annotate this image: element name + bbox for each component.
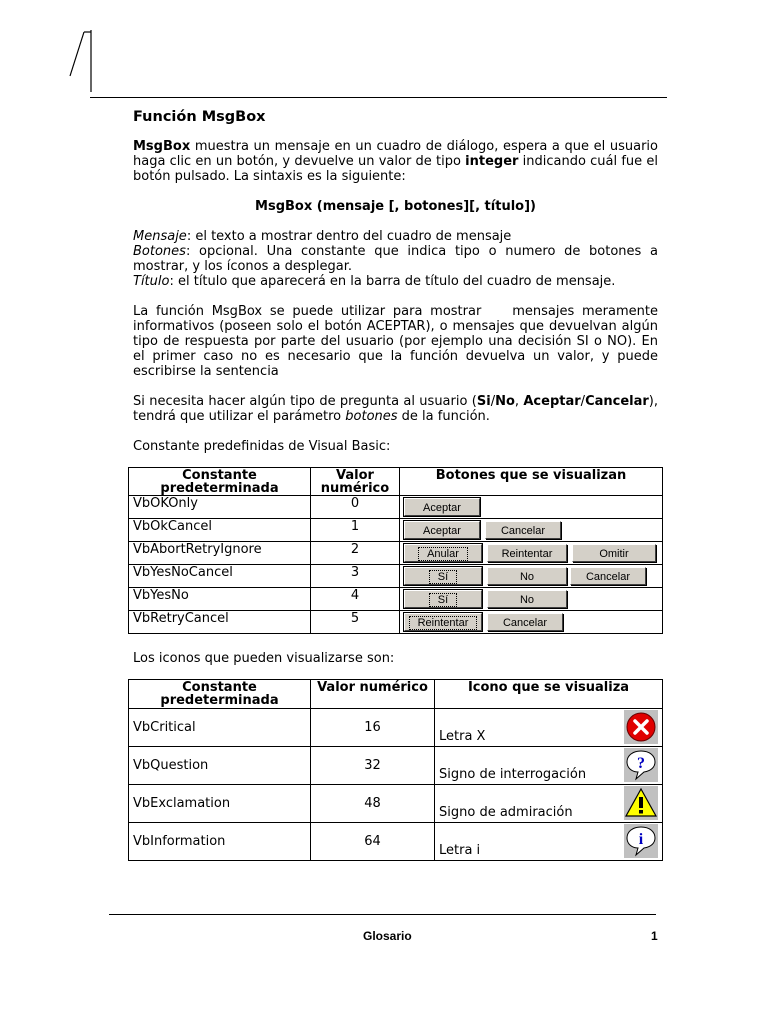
table-header: Constante predeterminada <box>129 680 311 709</box>
cancelar-button[interactable]: Cancelar <box>570 567 646 585</box>
constant-value: 0 <box>311 496 400 519</box>
constant-name: VbOkCancel <box>129 519 311 542</box>
constant-value: 2 <box>311 542 400 565</box>
icons-caption: Los iconos que pueden visualizarse son: <box>133 651 395 666</box>
constant-value: 32 <box>311 747 435 785</box>
constant-value: 1 <box>311 519 400 542</box>
constant-value: 64 <box>311 823 435 861</box>
param-titulo: Título: el título que aparecerá en la barra de título del cuadro de mensaje. <box>133 274 616 289</box>
table-row <box>129 588 663 611</box>
anular-button[interactable]: Anular <box>404 544 482 562</box>
reintentar-button[interactable]: Reintentar <box>487 544 567 562</box>
question-icon <box>624 748 658 782</box>
constant-value: 48 <box>311 785 435 823</box>
constant-name: VbAbortRetryIgnore <box>129 542 311 565</box>
constant-name: VbCritical <box>129 709 311 747</box>
intro-paragraph: MsgBox muestra un mensaje en un cuadro de diálogo, espera a que el usuario haga clic en un botón, y devuelve un valor de tipo integer indicando cuál fue el botón pulsado. La sintaxis es la siguiente: <box>133 139 658 184</box>
footer-rule <box>109 914 656 915</box>
param-botones: Botones: opcional. Una constante que indica tipo o numero de botones a mostrar, y los íconos a desplegar. <box>133 244 658 274</box>
constant-name: VbInformation <box>129 823 311 861</box>
icon-description: Letra X <box>439 729 486 744</box>
table-row <box>129 542 663 565</box>
table-header: Botones que se visualizan <box>400 468 663 496</box>
constants-caption: Constante predefinidas de Visual Basic: <box>133 439 391 454</box>
constant-name: VbQuestion <box>129 747 311 785</box>
question-paragraph: Si necesita hacer algún tipo de pregunta al usuario (Si/No, Aceptar/Cancelar), tendrá que utilizar el parámetro botones de la función. <box>133 394 659 424</box>
usage-paragraph: La función MsgBox se puede utilizar para mostrar mensajes meramente informativos (poseen solo el botón ACEPTAR), o mensajes que devuelvan algún tipo de respuesta por parte del usuario (por ejemplo una decisión SI o NO). En el primer caso no es necesario que la función devuelva un valor, y puede escribirse la sentencia <box>133 304 663 379</box>
constant-value: 4 <box>311 588 400 611</box>
no-button[interactable]: No <box>487 567 567 585</box>
footer-title: Glosario <box>363 929 412 943</box>
cancelar-button[interactable]: Cancelar <box>485 521 561 539</box>
icons-table <box>128 679 663 861</box>
si-button[interactable]: Sí <box>404 590 482 608</box>
document-body <box>133 109 663 454</box>
constant-value: 5 <box>311 611 400 634</box>
information-icon <box>624 824 658 858</box>
constant-name: VbExclamation <box>129 785 311 823</box>
param-mensaje: Mensaje: el texto a mostrar dentro del cuadro de mensaje <box>133 229 512 244</box>
table-header: Valor numérico <box>311 468 400 496</box>
reintentar-button[interactable]: Reintentar <box>404 613 482 631</box>
constant-name: VbYesNoCancel <box>129 565 311 588</box>
constant-name: VbYesNo <box>129 588 311 611</box>
cancelar-button[interactable]: Cancelar <box>487 613 563 631</box>
table-row <box>129 496 663 519</box>
parameter-list <box>133 229 658 289</box>
header-rule <box>90 97 667 98</box>
icon-description: Signo de interrogación <box>439 767 587 782</box>
table-header: Valor numérico <box>311 680 435 709</box>
critical-icon <box>624 710 658 744</box>
table-row <box>129 823 663 861</box>
no-button[interactable]: No <box>487 590 567 608</box>
si-button[interactable]: Sí <box>404 567 482 585</box>
page-title: Función MsgBox <box>133 109 266 125</box>
constant-value: 3 <box>311 565 400 588</box>
page-number: 1 <box>651 929 658 943</box>
buttons-table <box>128 467 663 634</box>
exclamation-icon <box>624 786 658 820</box>
table-row <box>129 785 663 823</box>
icon-description: Letra i <box>439 843 481 858</box>
aceptar-button[interactable]: Aceptar <box>404 498 480 516</box>
table-row <box>129 747 663 785</box>
icon-description: Signo de admiración <box>439 805 573 820</box>
constant-name: VbRetryCancel <box>129 611 311 634</box>
svg-text:?: ? <box>637 755 645 772</box>
svg-text:i: i <box>638 831 644 848</box>
table-header: Constante predeterminada <box>129 468 311 496</box>
syntax-line: MsgBox (mensaje [, botones][, título]) <box>255 199 536 214</box>
table-row <box>129 709 663 747</box>
table-row <box>129 611 663 634</box>
omitir-button[interactable]: Omitir <box>572 544 656 562</box>
table-row <box>129 565 663 588</box>
table-row <box>129 519 663 542</box>
corner-mark <box>66 30 96 92</box>
aceptar-button[interactable]: Aceptar <box>404 521 480 539</box>
constant-value: 16 <box>311 709 435 747</box>
constant-name: VbOKOnly <box>129 496 311 519</box>
table-header: Icono que se visualiza <box>435 680 663 709</box>
